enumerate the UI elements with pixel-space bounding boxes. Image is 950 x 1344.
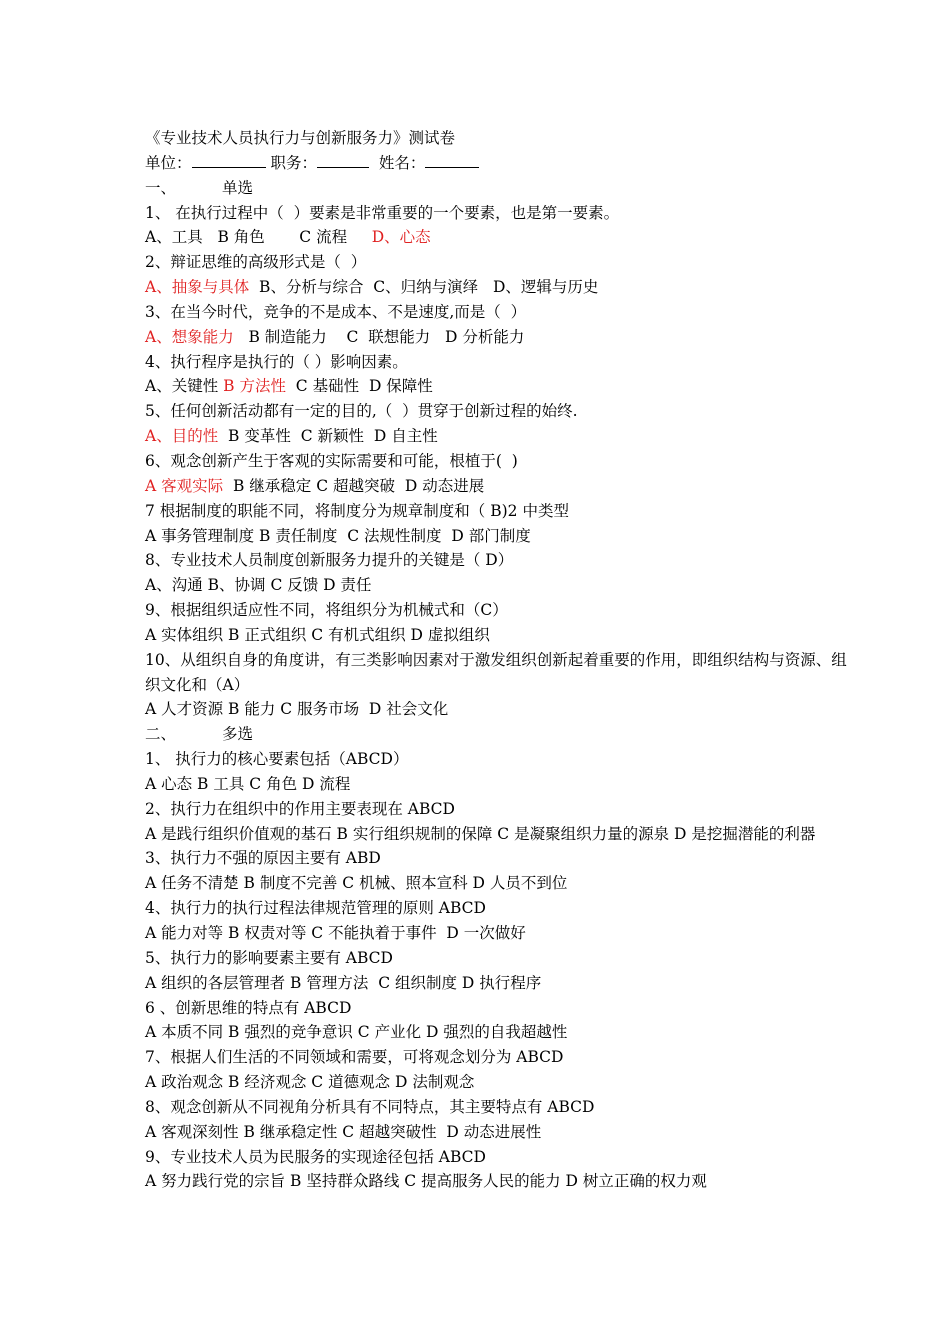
line-text: 7 根据制度的职能不同，将制度分为规章制度和（ B)2 中类型 [145,501,569,520]
line-text: 多选 [222,725,254,744]
doc-line [145,871,860,896]
doc-line [145,1145,860,1170]
line-text: A 政治观念 B 经济观念 C 道德观念 D 法制观念 [145,1073,475,1092]
document-page [145,126,860,1194]
line-text: A 本质不同 B 强烈的竞争意识 C 产业化 D 强烈的自我超越性 [145,1023,568,1042]
line-text: A 客观深刻性 B 继承稳定性 C 超越突破性 D 动态进展性 [145,1122,542,1141]
line-text: A 能力对等 B 权责对等 C 不能执着于事件 D 一次做好 [145,924,526,942]
doc-line [145,747,860,772]
doc-line [145,275,860,300]
line-text: A、关键性 [145,377,224,396]
line-text: A 事务管理制度 B 责任制度 C 法规性制度 D 部门制度 [145,526,531,545]
doc-line [145,350,860,375]
line-text: 8、专业技术人员制度创新服务力提升的关键是（ D） [145,551,514,570]
line-text: 1、 在执行过程中（ ）要素是非常重要的一个要素，也是第一要素。 [145,203,620,222]
post-blank [317,151,369,168]
doc-line [145,424,860,449]
doc-line [145,399,860,424]
doc-line [145,722,860,747]
doc-line [145,971,860,996]
doc-line [145,648,860,698]
doc-line [145,598,860,623]
doc-line [145,374,860,399]
doc-line [145,996,860,1021]
doc-line [145,250,860,275]
line-text: A 组织的各层管理者 B 管理方法 C 组织制度 D 执行程序 [145,973,542,992]
doc-line [145,300,860,325]
line-text: 4、执行程序是执行的（ ）影响因素。 [145,352,408,371]
info-fields-row [145,151,860,176]
line-text: 二、 [145,725,177,744]
line-text: B 变革性 C 新颖性 D 自主性 [218,427,438,446]
post-label: 职务： [270,153,317,172]
line-text: C 基础性 D 保障性 [285,377,433,396]
line-text: A 实体组织 B 正式组织 C 有机式组织 D 虚拟组织 [145,625,490,644]
doc-line [145,325,860,350]
doc-line [145,499,860,524]
line-text: 10、从组织自身的角度讲，有三类影响因素对于激发组织创新起着重要的作用，即组织结构与资源、组织文化和（A） [145,650,847,694]
line-text: 6 、创新思维的特点有 ABCD [145,998,352,1017]
line-text: 5、执行力的影响要素主要有 ABCD [145,948,393,967]
doc-line [145,697,860,722]
doc-line [145,474,860,499]
doc-line [145,176,860,201]
line-text: 2、辩证思维的高级形式是（ ） [145,253,367,272]
answer-highlight: A、目的性 [145,427,219,446]
line-text: 4、执行力的执行过程法律规范管理的原则 ABCD [145,899,486,918]
line-text: 8、观念创新从不同视角分析具有不同特点，其主要特点有 ABCD [145,1097,595,1116]
answer-highlight: B 方法性 [223,377,286,396]
doc-title: 《专业技术人员执行力与创新服务力》测试卷 [145,129,456,147]
doc-line [145,1120,860,1145]
doc-line [145,449,860,474]
line-text: B、分析与综合 C、归纳与演绎 D、逻辑与历史 [249,278,599,297]
line-text: 单选 [222,178,254,197]
answer-highlight: A 客观实际 [145,476,224,495]
doc-line [145,225,860,250]
doc-line [145,548,860,573]
line-text: B 制造能力 C 联想能力 D 分析能力 [233,327,525,346]
line-text: 7、根据人们生活的不同领域和需要，可将观念划分为 ABCD [145,1048,564,1067]
line-text: 5、任何创新活动都有一定的目的,（ ）贯穿于创新过程的始终. [145,402,578,421]
line-text: 3、执行力不强的原因主要有 ABD [145,849,381,868]
doc-line [145,797,860,822]
line-text: A 是践行组织价值观的基石 B 实行组织规制的保障 C 是凝聚组织力量的源泉 D 是挖掘潜能的利器 [145,824,816,843]
name-label: 姓名： [378,153,426,172]
line-text: A、沟通 B、协调 C 反馈 D 责任 [145,576,372,595]
line-text: B 继承稳定 C 超越突破 D 动态进展 [223,476,485,495]
question-list [145,176,860,1195]
line-text: A 心态 B 工具 C 角色 D 流程 [145,774,351,793]
doc-line [145,201,860,226]
doc-line [145,1070,860,1095]
doc-line [145,896,860,921]
doc-line [145,623,860,648]
line-text: 2、执行力在组织中的作用主要表现在 ABCD [145,799,455,818]
doc-line [145,1020,860,1045]
line-text: A、工具 B 角色 C 流程 [145,228,372,247]
doc-line [145,921,860,946]
line-text: 1、 执行力的核心要素包括（ABCD） [145,750,409,769]
line-text: 一、 [145,178,177,197]
doc-line [145,846,860,871]
doc-line [145,946,860,971]
unit-label: 单位： [145,153,192,172]
doc-line [145,1045,860,1070]
answer-highlight: A、想象能力 [145,327,234,346]
doc-line [145,573,860,598]
line-text: A 努力践行党的宗旨 B 坚持群众路线 C 提高服务人民的能力 D 树立正确的权力观 [145,1172,707,1191]
line-text: A 人才资源 B 能力 C 服务市场 D 社会文化 [145,700,449,719]
doc-line [145,1095,860,1120]
doc-line [145,822,860,847]
line-text: 9、根据组织适应性不同，将组织分为机械式和（C） [145,601,508,620]
doc-line [145,772,860,797]
answer-highlight: D、心态 [371,228,431,247]
line-text: 6、观念创新产生于客观的实际需要和可能，根植于( ) [145,451,518,470]
answer-highlight: A、抽象与具体 [145,278,250,297]
name-blank [425,151,479,168]
doc-line [145,1169,860,1194]
line-text: 9、专业技术人员为民服务的实现途径包括 ABCD [145,1147,486,1166]
unit-blank [192,151,266,168]
doc-line [145,524,860,549]
line-text: 3、在当今时代，竞争的不是成本、不是速度,而是（ ） [145,302,527,321]
line-text: A 任务不清楚 B 制度不完善 C 机械、照本宣科 D 人员不到位 [145,874,568,893]
